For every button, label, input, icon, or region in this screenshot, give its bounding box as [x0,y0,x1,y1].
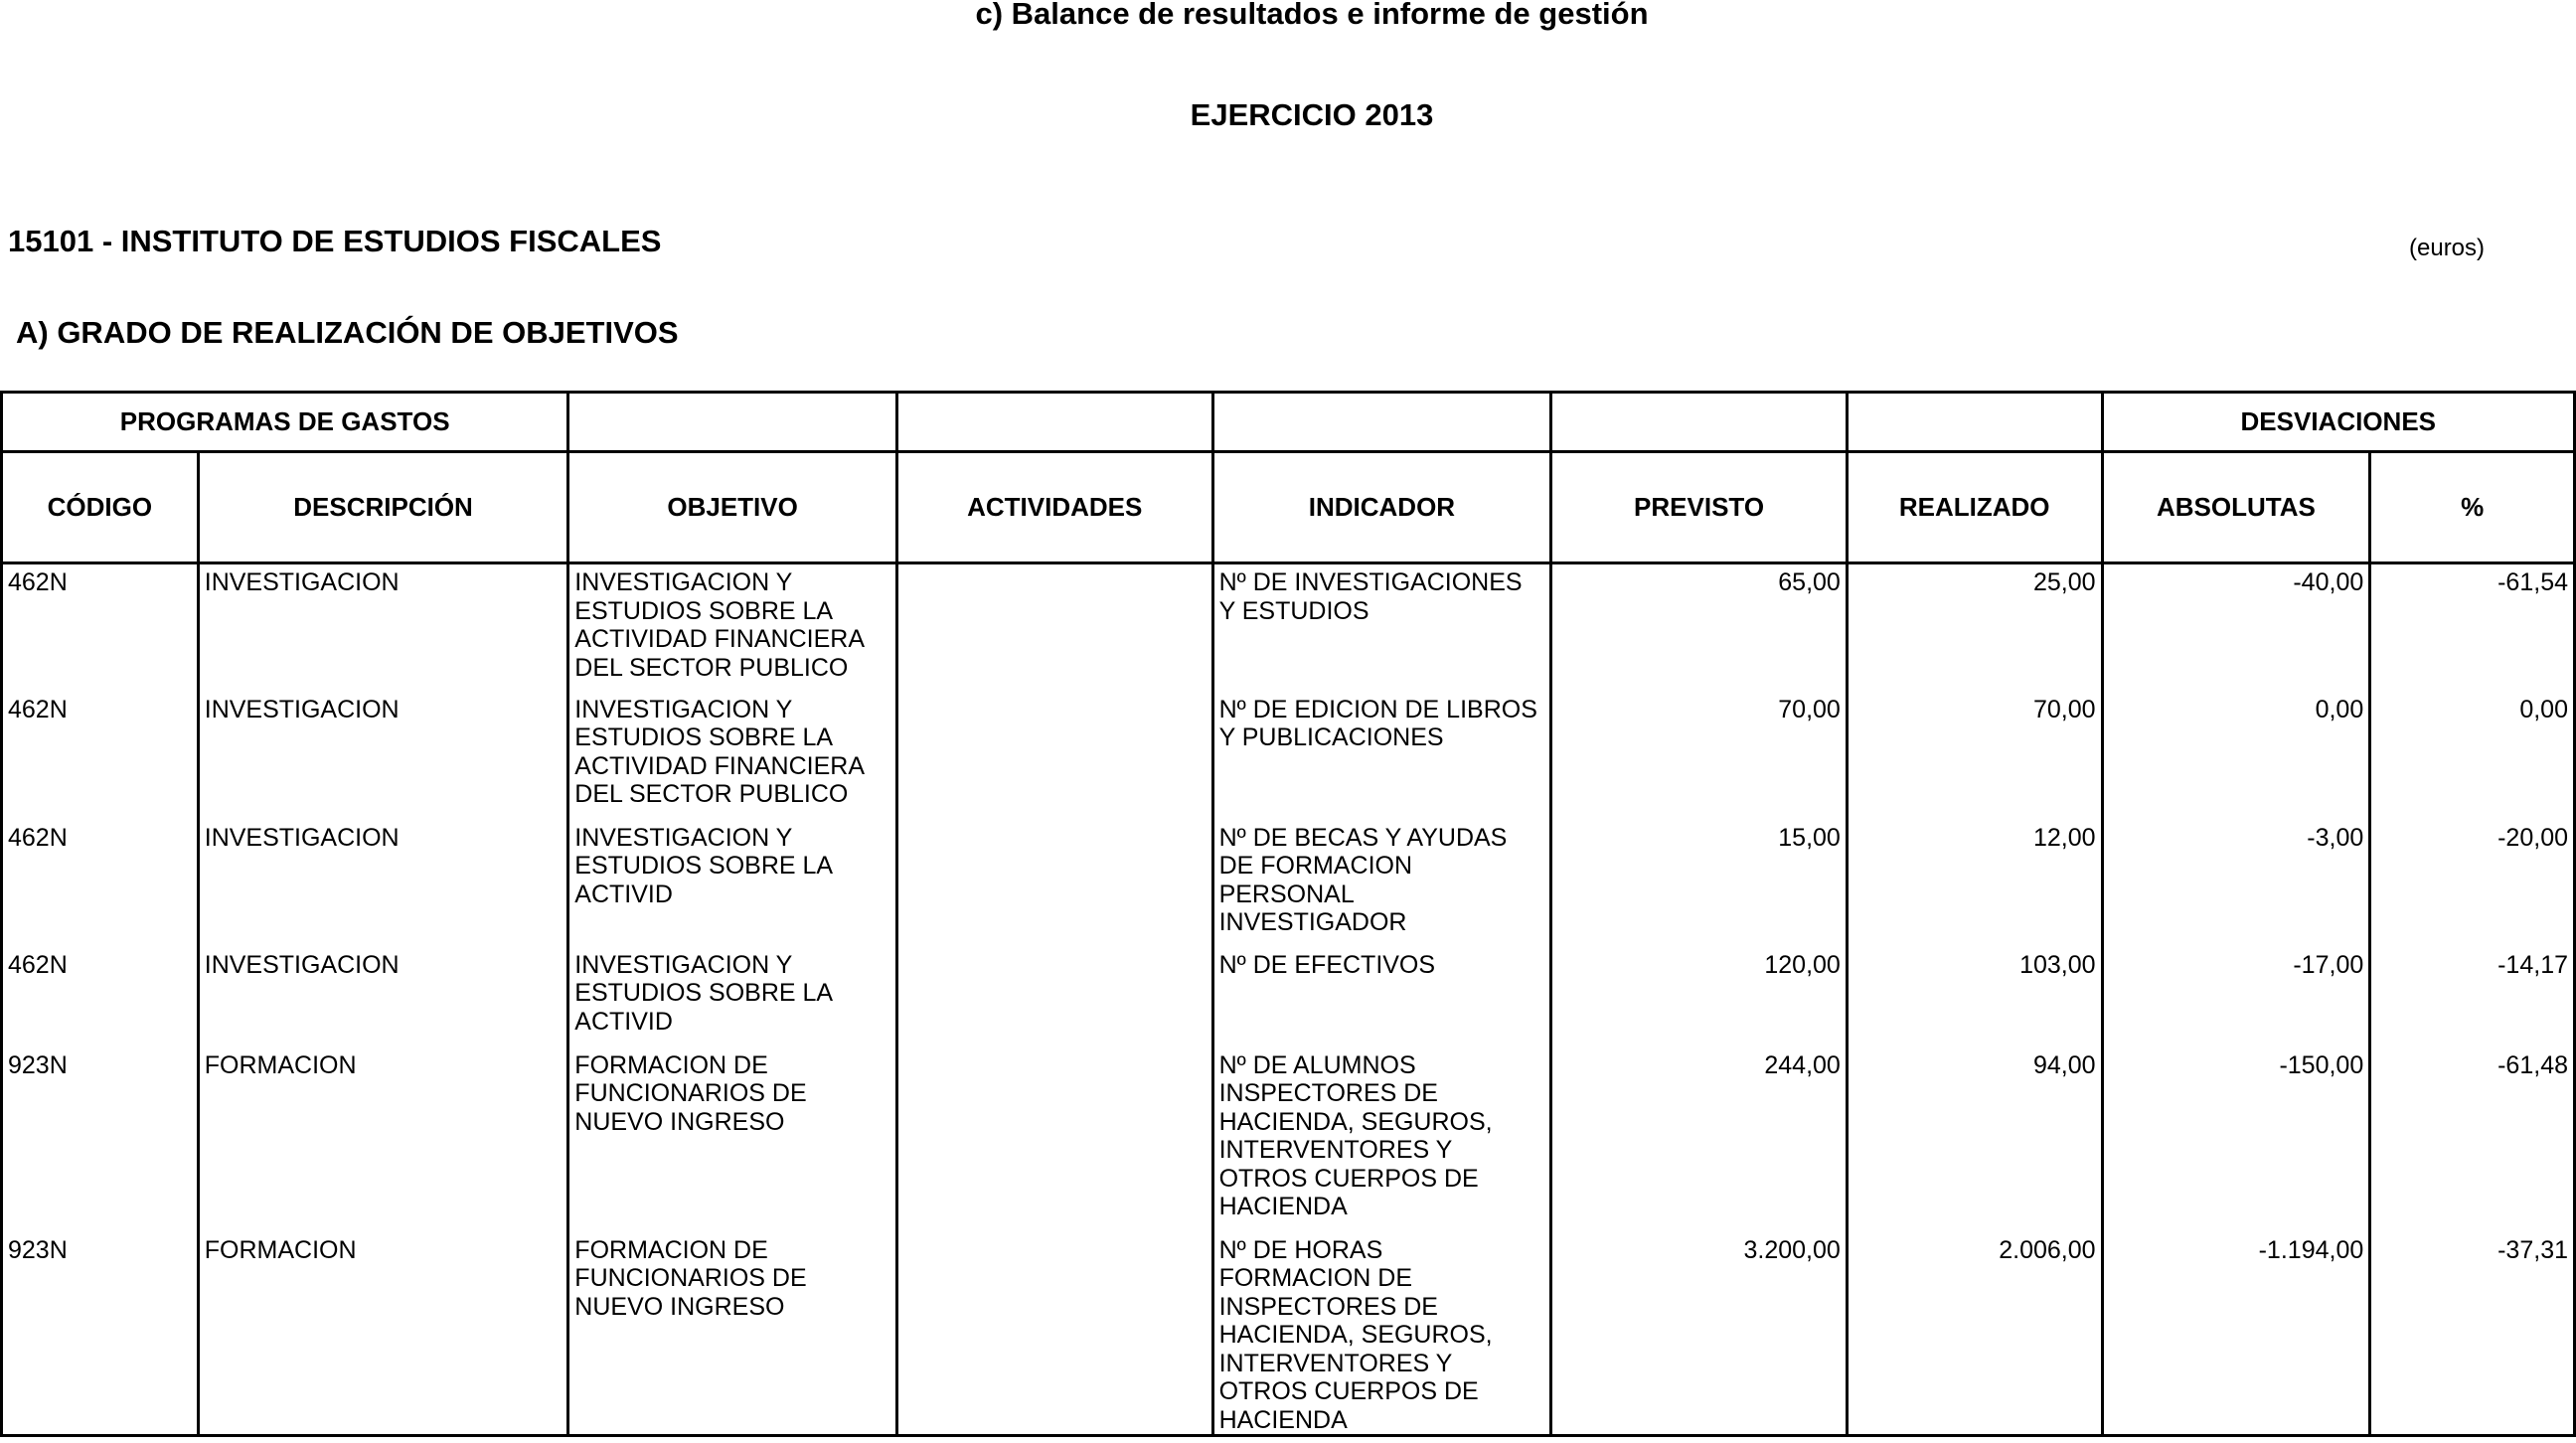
cell-absolutas: -1.194,00 [2102,1232,2370,1436]
cell-realizado: 94,00 [1847,1047,2102,1232]
cell-porcentaje: 0,00 [2370,692,2575,820]
col-header-realizado: REALIZADO [1847,452,2102,563]
table-row [2,1047,2575,1232]
group-header-programas: PROGRAMAS DE GASTOS [2,393,568,452]
cell-indicador [1212,563,1551,692]
col-header-porcentaje: % [2370,452,2575,563]
group-header-row [2,393,2575,452]
cell-objetivo [568,1047,897,1232]
cell-previsto: 65,00 [1551,563,1848,692]
cell-actividades [896,1232,1212,1436]
objectives-table-body [2,563,2575,1436]
objectives-table-container [0,391,2576,1437]
cell-absolutas: -150,00 [2102,1047,2370,1232]
cell-codigo: 923N [2,1232,199,1436]
cell-descripcion: FORMACION [198,1232,568,1436]
cell-objetivo-line: NUEVO INGRESO [574,1292,785,1321]
cell-codigo: 462N [2,947,199,1047]
cell-objetivo-line: ESTUDIOS SOBRE LA [574,979,834,1007]
column-header-row [2,452,2575,563]
table-row [2,820,2575,947]
cell-previsto: 70,00 [1551,692,1848,820]
cell-porcentaje: -61,48 [2370,1047,2575,1232]
cell-indicador-line: HACIENDA [1218,1193,1348,1220]
cell-objetivo-line: INVESTIGACION Y [574,695,793,723]
cell-objetivo-line: FUNCIONARIOS DE [574,1079,807,1107]
cell-indicador [1212,820,1551,947]
table-row [2,947,2575,1047]
cell-indicador-line: INVESTIGADOR [1218,908,1407,936]
col-header-codigo: CÓDIGO [2,452,199,563]
cell-porcentaje: -37,31 [2370,1232,2575,1436]
cell-descripcion: INVESTIGACION [198,820,568,947]
cell-objetivo-line: ESTUDIOS SOBRE LA [574,596,834,625]
cell-objetivo-line: NUEVO INGRESO [574,1107,785,1136]
cell-objetivo-line: ACTIVIDAD FINANCIERA [574,625,865,653]
cell-objetivo-line: ACTIVID [574,880,673,908]
cell-actividades [896,820,1212,947]
cell-codigo: 462N [2,820,199,947]
group-header-empty-indicador [1212,393,1551,452]
cell-absolutas: -40,00 [2102,563,2370,692]
col-header-indicador: INDICADOR [1212,452,1551,563]
cell-indicador-line: INSPECTORES DE [1218,1079,1438,1107]
cell-indicador-line: Nº DE ALUMNOS [1218,1050,1416,1079]
cell-codigo: 923N [2,1047,199,1232]
entity-name: 15101 - INSTITUTO DE ESTUDIOS FISCALES [8,224,662,258]
cell-objetivo-line: INVESTIGACION Y [574,568,793,596]
cell-realizado: 103,00 [1847,947,2102,1047]
cell-indicador-line: INTERVENTORES Y [1218,1136,1453,1164]
cell-absolutas: -3,00 [2102,820,2370,947]
objectives-table [0,391,2576,1437]
cell-previsto: 3.200,00 [1551,1232,1848,1436]
cell-indicador-line: PERSONAL [1218,880,1355,908]
cell-descripcion: INVESTIGACION [198,947,568,1047]
cell-objetivo-line: INVESTIGACION Y [574,950,793,979]
cell-objetivo-line: FUNCIONARIOS DE [574,1264,807,1292]
cell-previsto: 120,00 [1551,947,1848,1047]
cell-absolutas: -17,00 [2102,947,2370,1047]
table-row [2,692,2575,820]
cell-indicador-line: Y ESTUDIOS [1218,596,1369,625]
cell-indicador-line: OTROS CUERPOS DE [1218,1377,1479,1405]
cell-indicador-line: Y PUBLICACIONES [1218,723,1444,751]
table-row [2,563,2575,692]
cell-descripcion: INVESTIGACION [198,692,568,820]
group-header-empty-realizado [1847,393,2102,452]
cell-porcentaje: -14,17 [2370,947,2575,1047]
col-header-actividades: ACTIVIDADES [896,452,1212,563]
group-header-desviaciones: DESVIACIONES [2102,393,2574,452]
col-header-objetivo: OBJETIVO [568,452,897,563]
cell-descripcion: FORMACION [198,1047,568,1232]
cell-previsto: 244,00 [1551,1047,1848,1232]
group-header-empty-previsto [1551,393,1848,452]
group-header-empty-actividades [896,393,1212,452]
cell-objetivo-line: ESTUDIOS SOBRE LA [574,723,834,751]
cell-absolutas: 0,00 [2102,692,2370,820]
cell-actividades [896,692,1212,820]
cell-objetivo-line: FORMACION DE [574,1235,768,1264]
cell-porcentaje: -20,00 [2370,820,2575,947]
cell-objetivo [568,1232,897,1436]
cell-indicador-line: OTROS CUERPOS DE [1218,1164,1479,1193]
col-header-descripcion: DESCRIPCIÓN [198,452,568,563]
cell-indicador [1212,947,1551,1047]
col-header-absolutas: ABSOLUTAS [2102,452,2370,563]
cell-indicador-line: Nº DE BECAS Y AYUDAS [1218,823,1508,852]
cell-codigo: 462N [2,692,199,820]
cell-objetivo-line: DEL SECTOR PUBLICO [574,780,849,808]
cell-objetivo [568,820,897,947]
cell-previsto: 15,00 [1551,820,1848,947]
cell-indicador-line: HACIENDA [1218,1405,1348,1434]
cell-indicador-line: FORMACION DE [1218,1264,1413,1292]
cell-indicador [1212,1232,1551,1436]
cell-indicador-line: Nº DE HORAS [1218,1235,1383,1264]
cell-objetivo-line: ESTUDIOS SOBRE LA [574,852,834,880]
cell-actividades [896,1047,1212,1232]
cell-realizado: 2.006,00 [1847,1232,2102,1436]
col-header-previsto: PREVISTO [1551,452,1848,563]
cell-indicador-line: DE FORMACION [1218,852,1413,880]
document-title: c) Balance de resultados e informe de gestión [975,0,1649,31]
cell-indicador [1212,1047,1551,1232]
cell-realizado: 12,00 [1847,820,2102,947]
table-row [2,1232,2575,1436]
cell-indicador-line: Nº DE EFECTIVOS [1218,950,1436,979]
cell-objetivo [568,692,897,820]
cell-descripcion: INVESTIGACION [198,563,568,692]
cell-actividades [896,563,1212,692]
cell-indicador-line: INTERVENTORES Y [1218,1349,1453,1377]
cell-objetivo-line: ACTIVIDAD FINANCIERA [574,751,865,780]
group-header-empty-objetivo [568,393,897,452]
cell-objetivo [568,563,897,692]
cell-indicador-line: Nº DE INVESTIGACIONES [1218,568,1523,596]
cell-objetivo-line: ACTIVID [574,1007,673,1036]
currency-units: (euros) [2409,235,2486,261]
cell-objetivo-line: DEL SECTOR PUBLICO [574,653,849,682]
cell-indicador-line: INSPECTORES DE [1218,1292,1438,1321]
cell-actividades [896,947,1212,1047]
cell-realizado: 25,00 [1847,563,2102,692]
cell-indicador [1212,692,1551,820]
cell-indicador-line: HACIENDA, SEGUROS, [1218,1107,1493,1136]
cell-porcentaje: -61,54 [2370,563,2575,692]
exercise-year: EJERCICIO 2013 [1190,97,1434,132]
cell-realizado: 70,00 [1847,692,2102,820]
cell-codigo: 462N [2,563,199,692]
cell-indicador-line: HACIENDA, SEGUROS, [1218,1321,1493,1349]
cell-objetivo-line: INVESTIGACION Y [574,823,793,852]
cell-objetivo-line: FORMACION DE [574,1050,768,1079]
cell-indicador-line: Nº DE EDICION DE LIBROS [1218,695,1537,723]
section-title: A) GRADO DE REALIZACIÓN DE OBJETIVOS [16,315,679,350]
cell-objetivo [568,947,897,1047]
